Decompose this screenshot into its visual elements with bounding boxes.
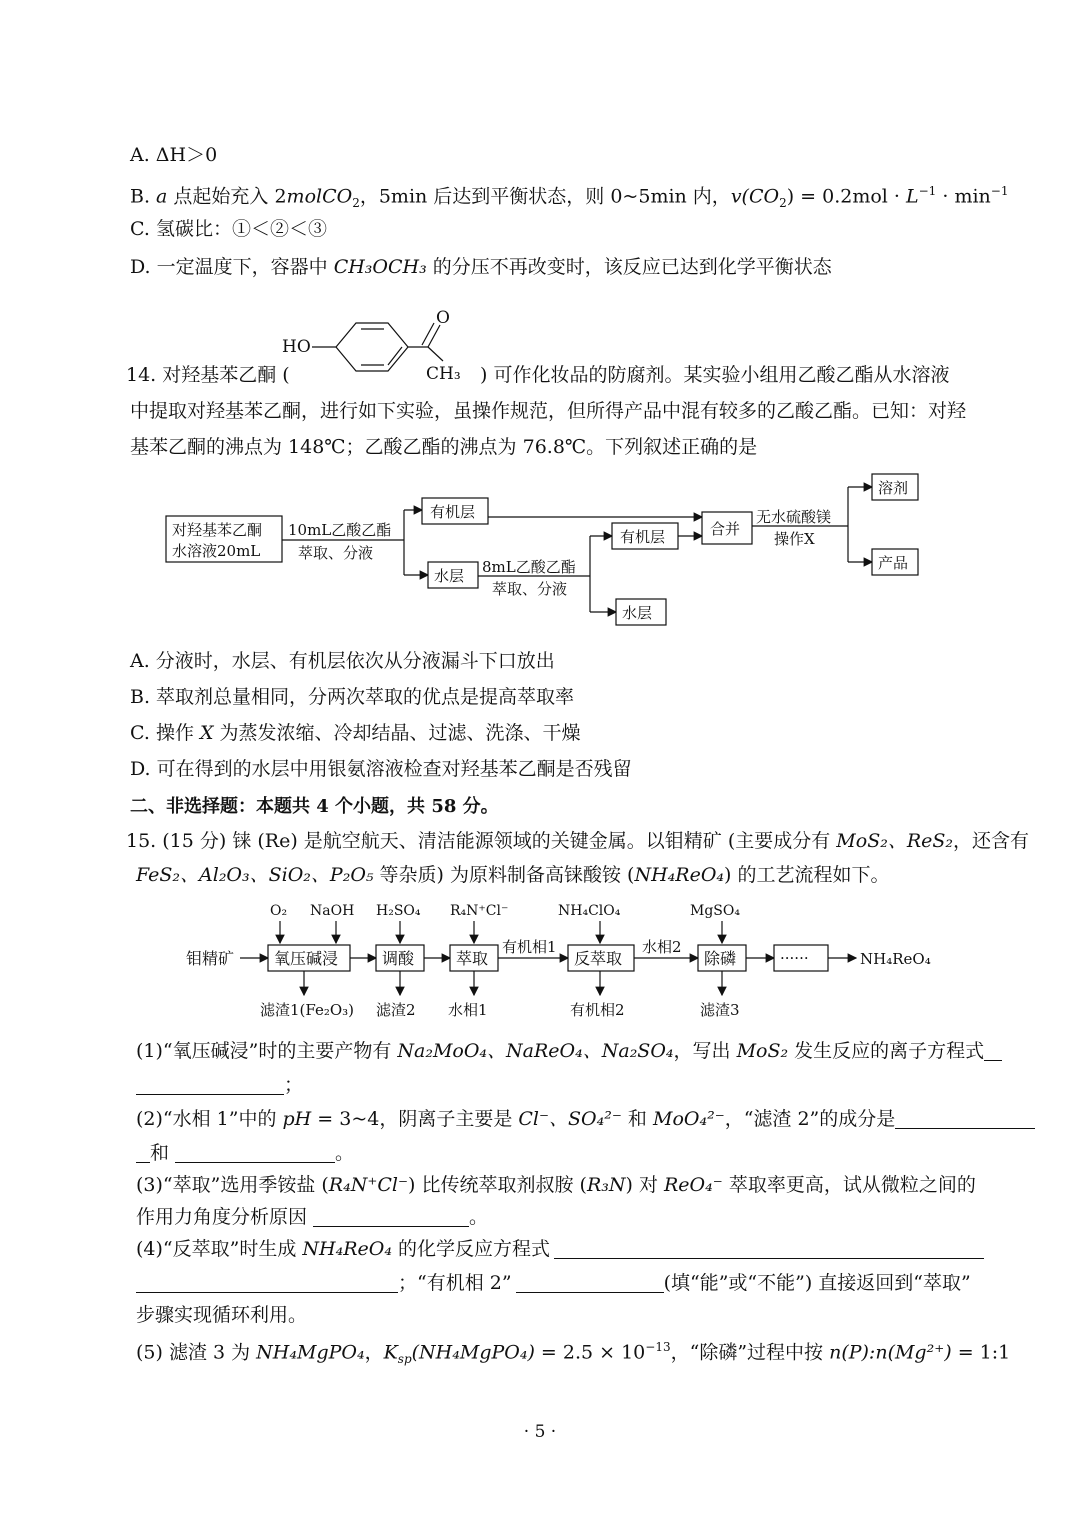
q15-p2-moo4: MoO₄²⁻	[652, 1108, 725, 1130]
q15-part1-cont	[136, 1072, 303, 1098]
q15-part3	[136, 1172, 976, 1198]
flow15-reagent-o2: O₂	[270, 903, 288, 919]
q13-option-c: C. 氢碳比：①＜②＜③	[130, 218, 327, 240]
q15-p2-blank-a[interactable]	[895, 1108, 1035, 1129]
q14-line3: 基苯乙酮的沸点为 148℃；乙酸乙酯的沸点为 76.8℃。下列叙述正确的是	[130, 436, 758, 458]
q15-p2-ph: pH	[282, 1108, 312, 1130]
flow-product-label: 产品	[878, 554, 909, 572]
q15-l1-formula: MoS₂、ReS₂	[836, 830, 954, 852]
q15-p3-pre: (3)“萃取”选用季铵盐 (	[136, 1174, 329, 1196]
q13-b-prefix: B.	[130, 185, 157, 208]
q15-p5-ratio-expr: n(P):n(Mg²⁺)	[829, 1341, 952, 1364]
q15-p2-blank-b[interactable]	[136, 1142, 150, 1163]
q15-part1	[136, 1038, 1002, 1064]
flow-organic2-label: 有机层	[620, 528, 666, 546]
q13-option-d	[130, 254, 832, 280]
flow15-step1-label: 氧压碱浸	[274, 949, 339, 968]
q13-b-mid: 点起始充入 2	[167, 185, 287, 208]
q13-b-v: v(CO	[730, 185, 780, 208]
q15-l1-pre: 15. (15 分) 铼 (Re) 是航空航天、清洁能源领域的关键金属。以钼精矿 (主要成分有	[126, 830, 837, 852]
q15-p2-mid: = 3~4，阴离子主要是	[311, 1108, 519, 1130]
q15-part4-line3: 步骤实现循环利用。	[136, 1304, 308, 1326]
q15-p3-line2: 作用力角度分析原因	[136, 1206, 308, 1228]
q15-l2-post: ) 的工艺流程如下。	[724, 864, 890, 886]
flow-water-label: 水层	[434, 567, 465, 585]
flow15-water2-label: 水相2	[642, 938, 682, 956]
flow-merge-label: 合并	[710, 520, 741, 538]
flow15-reagent-nh4clo4: NH₄ClO₄	[558, 903, 621, 919]
q15-p1-blank-b[interactable]	[136, 1074, 284, 1095]
q15-p4-post: 的化学反应方程式	[391, 1238, 550, 1260]
q13-d-formula: CH₃OCH₃	[333, 256, 427, 278]
q15-p2-post: ，“滤渣 2”的成分是	[724, 1108, 896, 1130]
q15-p5-pre: (5) 滤渣 3 为	[136, 1341, 257, 1364]
q15-p5-exponent: −13	[645, 1340, 671, 1354]
q15-l2-mid: 等杂质) 为原料制备高铼酸铵 (	[373, 864, 635, 886]
flow15-output: NH₄ReO₄	[860, 950, 931, 968]
page-number: · 5 ·	[523, 1422, 557, 1442]
structure-ch3-label: CH₃	[426, 364, 461, 384]
q15-p2-pre: (2)“水相 1”中的	[136, 1108, 283, 1130]
q15-part2	[136, 1106, 1035, 1132]
q14-option-a: A. 分液时，水层、有机层依次从分液漏斗下口放出	[130, 650, 555, 672]
q15-p2-ions: Cl⁻、SO₄²⁻	[518, 1108, 622, 1130]
q15-part3-cont	[136, 1204, 488, 1230]
q15-p3-post: 萃取率更高，试从微粒之间的	[722, 1174, 976, 1196]
q14-structure	[278, 305, 488, 385]
flow15-step3-label: 萃取	[456, 949, 489, 968]
q15-p4-blank-b[interactable]	[136, 1272, 398, 1293]
q14-option-c	[130, 720, 581, 746]
q14-option-b: B. 萃取剂总量相同，分两次萃取的优点是提高萃取率	[130, 686, 575, 708]
flow15-reagent-r4ncl: R₄N⁺Cl⁻	[450, 903, 509, 919]
q15-p3-amine: R₃N	[586, 1174, 626, 1196]
structure-o-label: O	[436, 308, 450, 328]
q15-p4-blank-a[interactable]	[554, 1238, 984, 1259]
flow15-step4-label: 反萃取	[574, 949, 623, 968]
q14-line2: 中提取对羟基苯乙酮，进行如下实验，虽操作规范，但所得产品中混有较多的乙酸乙酯。已知：对羟	[130, 400, 967, 422]
flow15-step2-label: 调酸	[382, 949, 415, 968]
q14-line1-prefix: 14. 对羟基苯乙酮 (	[126, 364, 290, 386]
q14-line1-post: ) 可作化妆品的防腐剂。某实验小组用乙酸乙酯从水溶液	[480, 364, 950, 386]
q15-p5-value: = 2.5 × 10	[534, 1341, 646, 1364]
q15-line2	[136, 862, 889, 888]
q15-l1-post: ，还含有	[953, 830, 1030, 852]
flow-op1-reagent: 10mL乙酸乙酯	[288, 521, 392, 539]
flow15-water1: 水相1	[448, 1001, 488, 1019]
q13-b-v2: ) = 0.2mol ·	[786, 185, 906, 208]
q15-p1-blank-a[interactable]	[984, 1040, 1002, 1061]
flow-start-line2: 水溶液20mL	[172, 542, 261, 560]
q15-p4-line2a: ；“有机相 2”	[398, 1272, 512, 1294]
q15-p3-quat: R₄N⁺Cl⁻	[328, 1174, 409, 1196]
q15-p3-reo4: ReO₄⁻	[664, 1174, 723, 1196]
q15-l2-formula2: NH₄ReO₄	[634, 864, 725, 886]
q15-p1-formula: Na₂MoO₄、NaReO₄、Na₂SO₄	[397, 1040, 674, 1062]
q15-p5-mid: ，	[364, 1341, 384, 1364]
q14-c-x: X	[199, 722, 214, 744]
flow-op2-reagent: 8mL乙酸乙酯	[482, 558, 576, 576]
q14-option-d: D. 可在得到的水层中用银氨溶液检查对羟基苯乙酮是否残留	[130, 758, 632, 780]
q15-p5-sp: sp	[397, 1352, 412, 1367]
flow-water2-label: 水层	[622, 604, 653, 622]
flow15-organic1-label: 有机相1	[502, 938, 557, 956]
q13-b-unit: · min	[936, 185, 991, 208]
q15-p1-mid: ，写出	[673, 1040, 737, 1062]
q14-flowchart	[160, 468, 930, 630]
flow-solvent-label: 溶剂	[878, 479, 909, 497]
q15-p4-formula: NH₄ReO₄	[302, 1238, 392, 1260]
flow15-residue1: 滤渣1(Fe₂O₃)	[260, 1001, 355, 1019]
flow-op2-operation: 萃取、分液	[492, 580, 568, 598]
q15-p2-and: 和	[621, 1108, 653, 1130]
q15-p1-formula2: MoS₂	[736, 1040, 789, 1062]
q13-b-a: a	[156, 185, 168, 208]
q13-option-b: B. a 点起始充入 2molCO$_2$，5min 后达到平衡状态，则 0~5min 内，$v(CO_2) = 0.2mol \cdot L^{-1} \cdot \min^{-1}$	[130, 184, 1009, 211]
flow15-organic2: 有机相2	[570, 1001, 625, 1019]
q15-p3-blank[interactable]	[313, 1206, 469, 1227]
q15-p3-mid2: ) 对	[625, 1174, 664, 1196]
q15-p2-blank-c[interactable]	[175, 1142, 335, 1163]
q15-p4-line2b: (填“能”或“不能”) 直接返回到“萃取”	[663, 1272, 971, 1294]
flow15-reagent-h2so4: H₂SO₄	[376, 903, 421, 919]
q15-p2-he: 和	[150, 1142, 170, 1164]
q13-b-mol: molCO	[286, 185, 353, 208]
q15-p5-formula2: (NH₄MgPO₄)	[411, 1341, 535, 1364]
flow15-residue2: 滤渣2	[376, 1001, 416, 1019]
q15-p3-end: 。	[469, 1206, 489, 1228]
q15-p5-post: ，“除磷”过程中按	[670, 1341, 830, 1364]
q15-flowchart	[180, 893, 950, 1025]
q15-p1-pre: (1)“氧压碱浸”时的主要产物有	[136, 1040, 398, 1062]
q14-c-prefix: C. 操作	[130, 722, 200, 744]
q15-p1-post: 发生反应的离子方程式	[788, 1040, 985, 1062]
q13-option-a: A. ΔH＞0	[130, 144, 218, 166]
flow-organic-label: 有机层	[430, 503, 476, 521]
flow15-reagent-naoh: NaOH	[310, 903, 355, 919]
q15-part4	[136, 1236, 984, 1262]
q15-p3-mid: ) 比传统萃取剂叔胺 (	[408, 1174, 587, 1196]
q13-b-l: L	[906, 185, 919, 208]
q15-part4-cont	[136, 1270, 971, 1296]
flow15-feed: 钼精矿	[186, 949, 235, 968]
flow15-step6-label: ······	[780, 949, 809, 967]
q15-p5-k: K	[383, 1341, 398, 1364]
q15-p5-ratio: = 1:1	[951, 1341, 1011, 1364]
q15-p4-pre: (4)“反萃取”时生成	[136, 1238, 303, 1260]
q14-c-post: 为蒸发浓缩、冷却结晶、过滤、洗涤、干燥	[213, 722, 581, 744]
q13-d-post: 的分压不再改变时，该反应已达到化学平衡状态	[426, 256, 832, 278]
q15-l2-formula: FeS₂、Al₂O₃、SiO₂、P₂O₅	[136, 864, 374, 886]
q15-part5	[136, 1334, 1010, 1372]
flow15-step5-label: 除磷	[704, 949, 737, 968]
q13-d-prefix: D. 一定温度下，容器中	[130, 256, 334, 278]
flow-op3-reagent: 无水硫酸镁	[756, 508, 832, 526]
q13-b-post: ，5min 后达到平衡状态，则 0~5min 内，	[359, 185, 731, 208]
flow15-reagent-mgso4: MgSO₄	[690, 903, 740, 919]
q15-p5-formula: NH₄MgPO₄	[256, 1341, 365, 1364]
q15-part2-cont	[136, 1140, 354, 1166]
section2-heading: 二、非选择题：本题共 4 个小题，共 58 分。	[130, 796, 499, 817]
q15-line1	[126, 828, 1029, 854]
flow-op3-operation: 操作X	[774, 530, 815, 548]
q15-p1-end: ；	[284, 1074, 304, 1096]
flow-op1-operation: 萃取、分液	[298, 544, 374, 562]
flow-start-line1: 对羟基苯乙酮	[172, 521, 263, 539]
q15-p2-end: 。	[335, 1142, 355, 1164]
structure-ho-label: HO	[282, 337, 311, 357]
flow15-residue3: 滤渣3	[700, 1001, 740, 1019]
q15-p4-blank-c[interactable]	[516, 1272, 664, 1293]
